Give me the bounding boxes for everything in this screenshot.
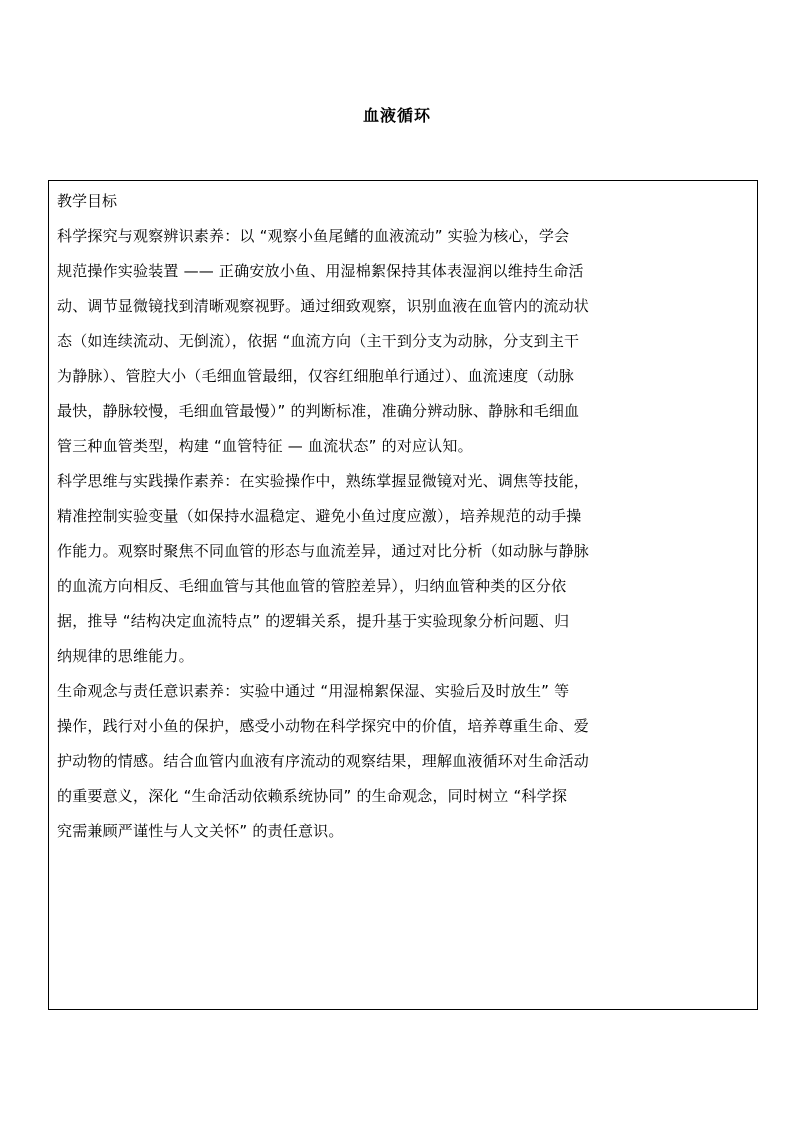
objectives-box xyxy=(48,180,758,1010)
text-line: 态（如连续流动、无倒流），依据 “血流方向（主干到分支为动脉，分支到主干 xyxy=(57,332,580,350)
text-line: 精准控制实验变量（如保持水温稳定、避免小鱼过度应激），培养规范的动手操 xyxy=(57,507,582,525)
text-line: 科学探究与观察辨识素养：以 “观察小鱼尾鳍的血液流动” 实验为核心，学会 xyxy=(57,227,570,245)
text-line: 操作，践行对小鱼的保护，感受小动物在科学探究中的价值，培养尊重生命、爱 xyxy=(57,717,590,735)
text-line: 管三种血管类型，构建 “血管特征 — 血流状态” 的对应认知。 xyxy=(57,437,473,455)
text-line: 作能力。观察时聚焦不同血管的形态与血流差异，通过对比分析（如动脉与静脉 xyxy=(57,542,590,560)
text-line: 规范操作实验装置 —— 正确安放小鱼、用湿棉絮保持其体表湿润以维持生命活 xyxy=(57,262,584,280)
section-heading: 教学目标 xyxy=(57,192,118,210)
text-line: 动、调节显微镜找到清晰观察视野。通过细致观察，识别血液在血管内的流动状 xyxy=(57,297,590,315)
text-line: 据，推导 “结构决定血流特点” 的逻辑关系，提升基于实验现象分析问题、归 xyxy=(57,612,570,630)
text-line: 护动物的情感。结合血管内血液有序流动的观察结果，理解血液循环对生命活动 xyxy=(57,752,590,770)
text-line: 为静脉）、管腔大小（毛细血管最细，仅容红细胞单行通过）、血流速度（动脉 xyxy=(57,367,575,385)
text-line: 科学思维与实践操作素养：在实验操作中，熟练掌握显微镜对光、调焦等技能， xyxy=(57,472,590,490)
document-title: 血液循环 xyxy=(362,106,431,125)
text-line: 最快，静脉较慢，毛细血管最慢）” 的判断标准，准确分辨动脉、静脉和毛细血 xyxy=(57,402,580,420)
text-line: 的血流方向相反、毛细血管与其他血管的管腔差异），归纳血管种类的区分依 xyxy=(57,577,567,595)
text-line: 究需兼顾严谨性与人文关怀” 的责任意识。 xyxy=(57,822,344,840)
text-line: 纳规律的思维能力。 xyxy=(57,647,194,665)
text-line: 的重要意义，深化 “生命活动依赖系统协同” 的生命观念，同时树立 “科学探 xyxy=(57,787,568,805)
objectives-content xyxy=(57,187,717,845)
text-line: 生命观念与责任意识素养：实验中通过 “用湿棉絮保湿、实验后及时放生” 等 xyxy=(57,682,570,700)
